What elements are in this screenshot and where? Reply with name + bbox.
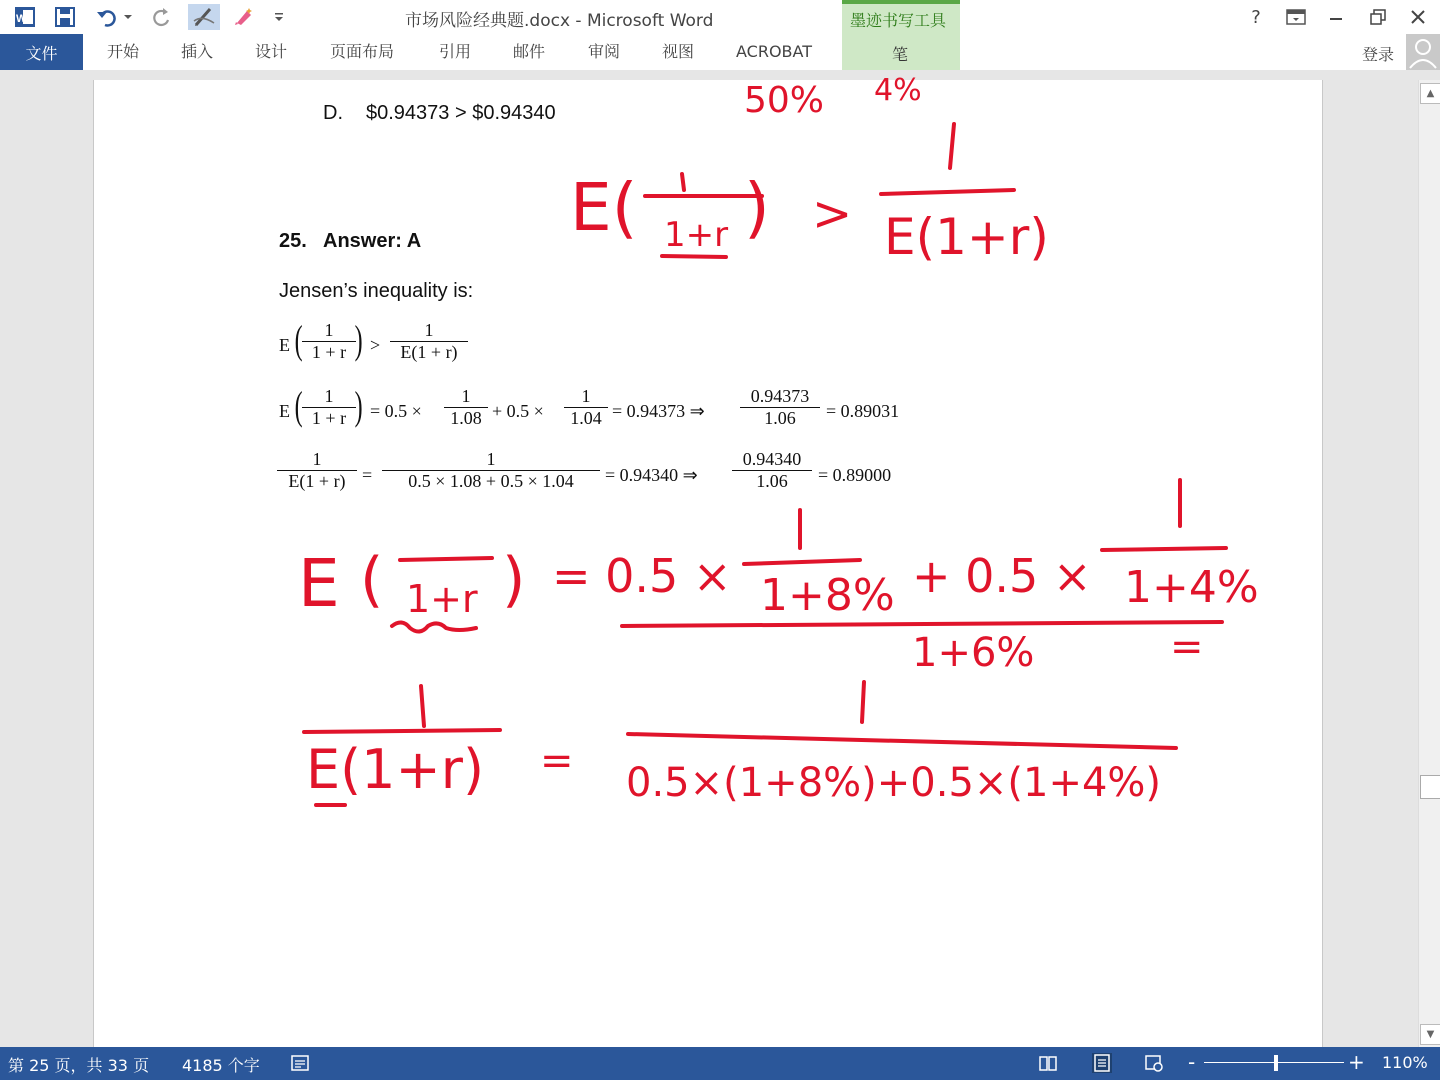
f3-den2: 0.5 × 1.08 + 0.5 × 1.04: [382, 470, 600, 492]
close-icon[interactable]: [1404, 4, 1432, 30]
scroll-up-icon[interactable]: ▲: [1420, 83, 1440, 104]
ink-h2-d1: 1+8%: [760, 570, 895, 621]
ink-h2-den: 1+r: [406, 577, 478, 621]
status-bar: [0, 1047, 1440, 1080]
zoom-out-icon[interactable]: -: [1188, 1050, 1196, 1074]
avatar[interactable]: [1406, 34, 1440, 70]
f1-paren-open: (: [294, 317, 303, 362]
ribbon-tabs: [0, 34, 1440, 70]
f3-eq2: = 0.94340 ⇒: [605, 465, 698, 485]
ink-h3-den-right: 0.5×(1+8%)+0.5×(1+4%): [626, 760, 1162, 806]
scroll-thumb[interactable]: [1420, 775, 1440, 799]
f1-num1: 1: [324, 320, 334, 340]
f3-frac-result: [732, 449, 812, 492]
zoom-level[interactable]: 110%: [1382, 1053, 1428, 1072]
page-count[interactable]: 第 25 页，共 33 页: [8, 1056, 150, 1075]
sign-in-link[interactable]: 登录: [1362, 45, 1395, 64]
ink-h2-eq: = 0.5 ×: [552, 549, 732, 603]
f2-eq3: = 0.89031: [826, 401, 900, 421]
tab-references[interactable]: 引用: [439, 42, 472, 61]
f2-frac-result: [740, 386, 820, 429]
help-icon[interactable]: ?: [1251, 6, 1261, 28]
title-bar: [0, 0, 1440, 34]
tab-file[interactable]: 文件: [0, 34, 83, 70]
save-icon[interactable]: [52, 4, 78, 30]
f1-den1: 1 + r: [302, 341, 356, 363]
tab-pen-label: 笔: [892, 45, 909, 64]
undo-icon[interactable]: [94, 4, 134, 30]
ink-h2-d2: 1+4%: [1124, 562, 1259, 613]
document-area[interactable]: [0, 70, 1418, 1047]
proofing-icon[interactable]: [290, 1053, 310, 1073]
ink-h2-open: (: [360, 545, 384, 615]
ink-tools-context-tab: [842, 0, 960, 34]
web-layout-icon[interactable]: [1144, 1053, 1164, 1073]
f1-frac2: [390, 320, 468, 363]
ink-top-partial-right: 4%: [874, 73, 922, 108]
f2-eq1: = 0.5 ×: [370, 401, 422, 421]
tab-mailings[interactable]: 邮件: [513, 42, 546, 61]
f3-frac1: [277, 449, 357, 492]
restore-icon[interactable]: [1364, 4, 1392, 30]
document-page[interactable]: [93, 80, 1323, 1047]
f3-frac2: [382, 449, 600, 492]
f1-gt: >: [370, 335, 381, 355]
ink-h3-eq: =: [540, 738, 574, 784]
option-d-text: $0.94373 > $0.94340: [366, 102, 556, 124]
jensen-intro: Jensen’s inequality is:: [279, 280, 474, 302]
f3-eq3: = 0.89000: [818, 465, 892, 485]
print-layout-icon[interactable]: [1092, 1053, 1112, 1073]
f1-e: E: [279, 335, 290, 355]
zoom-in-icon[interactable]: +: [1348, 1050, 1365, 1074]
f3-num2: 1: [486, 449, 496, 469]
f2-d2: 1.04: [564, 407, 608, 429]
read-mode-icon[interactable]: [1038, 1053, 1058, 1073]
ink-h2-e: E: [298, 545, 340, 622]
f1-num2: 1: [424, 320, 434, 340]
ink-h2-den-big: 1+6%: [912, 630, 1035, 676]
f1-paren-close: ): [354, 317, 363, 362]
tab-home[interactable]: 开始: [107, 42, 140, 61]
f3-d3: 1.06: [732, 470, 812, 492]
tab-page-layout[interactable]: 页面布局: [330, 42, 395, 61]
customize-quick-access-icon[interactable]: [266, 4, 292, 30]
f2-den1: 1 + r: [302, 407, 356, 429]
ink-h2-close: ): [502, 545, 526, 615]
f3-n3: 0.94340: [742, 449, 802, 469]
tab-acrobat[interactable]: ACROBAT: [736, 42, 812, 61]
f2-paren-open: (: [294, 383, 303, 428]
ink-h1-left-den: 1+r: [664, 215, 729, 255]
tab-review[interactable]: 审阅: [588, 42, 621, 61]
ink-h1-e: E(: [570, 169, 638, 246]
redo-icon[interactable]: [148, 4, 174, 30]
tab-view[interactable]: 视图: [662, 42, 695, 61]
svg-text:W: W: [16, 13, 27, 25]
pen-icon[interactable]: [188, 4, 220, 30]
f2-num1: 1: [324, 386, 334, 406]
ink-h1-right-den: E(1+r): [884, 208, 1049, 266]
tab-pen[interactable]: [842, 34, 960, 70]
f3-num1: 1: [312, 449, 322, 469]
ink-h3-den-left: E(1+r): [306, 738, 485, 801]
f2-paren-close: ): [354, 383, 363, 428]
ink-h1-left-close: ): [744, 169, 770, 246]
f2-d3: 1.06: [740, 407, 820, 429]
f2-plus: + 0.5 ×: [492, 401, 544, 421]
ink-h1-gt: >: [812, 186, 853, 242]
answer-number: 25.: [279, 230, 307, 252]
word-app-icon[interactable]: [12, 4, 38, 30]
f3-eq1: =: [362, 465, 373, 485]
f2-n2: 1: [581, 386, 591, 406]
minimize-icon[interactable]: [1322, 4, 1350, 30]
f2-e: E: [279, 401, 290, 421]
option-d-letter: D.: [323, 102, 343, 124]
ink-h2-eq-end: =: [1170, 624, 1204, 670]
f2-frac1: [302, 386, 356, 429]
f1-frac1: [302, 320, 356, 363]
ink-h2-plus: + 0.5 ×: [912, 549, 1092, 603]
f3-den1: E(1 + r): [277, 470, 357, 492]
tab-insert[interactable]: 插入: [181, 42, 214, 61]
word-count[interactable]: 4185 个字: [182, 1056, 260, 1075]
answer-heading: Answer: A: [323, 230, 422, 252]
f2-frac-108: [444, 386, 488, 429]
f2-n3: 0.94373: [750, 386, 810, 406]
f2-d1: 1.08: [444, 407, 488, 429]
ink-top-partial-left: 50%: [744, 80, 825, 121]
f2-frac-104: [564, 386, 608, 429]
highlighter-icon[interactable]: [230, 4, 256, 30]
f1-den2: E(1 + r): [390, 341, 468, 363]
ribbon-display-options-icon[interactable]: [1282, 4, 1310, 30]
tab-design[interactable]: 设计: [255, 42, 288, 61]
zoom-slider-thumb[interactable]: [1274, 1055, 1278, 1071]
f2-n1: 1: [461, 386, 471, 406]
scroll-down-icon[interactable]: ▼: [1420, 1024, 1440, 1045]
window-title: 市场风险经典题.docx - Microsoft Word: [405, 11, 714, 31]
ink-tools-label: 墨迹书写工具: [850, 11, 947, 30]
f2-eq2: = 0.94373 ⇒: [612, 401, 705, 421]
vertical-scrollbar[interactable]: [1418, 80, 1440, 1047]
